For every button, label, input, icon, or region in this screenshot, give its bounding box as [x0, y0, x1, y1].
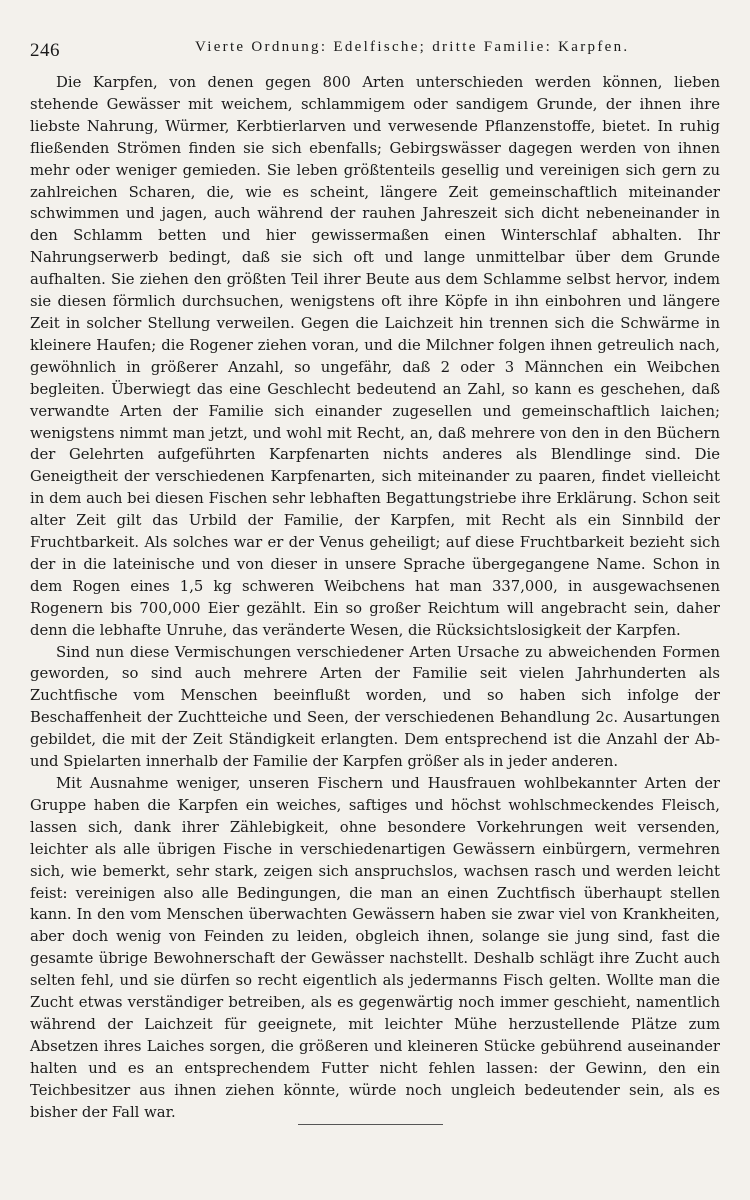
running-head: Vierte Ordnung: Edelfische; dritte Familie: Karpfen. [195, 39, 630, 55]
paragraph-2: Sind nun diese Vermischungen verschiedener Arten Ursache zu abweichenden Formen geworden, so sind auch mehrere Arten der Familie seit vielen Jahrhunderten als Zuchtfische vom Menschen beeinflußt worden, und so haben sich infolge der Beschaffenheit der Zuchtteiche und Seen, der verschiedenen Behandlung 2c. Ausartungen gebildet, die mit der Zeit Ständigkeit erlangten. Dem entsprechend ist die Anzahl der Ab- und Spielarten innerhalb der Familie der Karpfen größer als in jeder anderen. [30, 643, 720, 771]
body-text [30, 72, 720, 1124]
paragraph-3: Mit Ausnahme weniger, unseren Fischern und Hausfrauen wohlbekannter Arten der Gruppe haben die Karpfen ein weiches, saftiges und höchst wohlschmeckendes Fleisch, lassen sich, dank ihrer Zählebigkeit, ohne besondere Vorkehrungen weit versenden, leichter als alle übrigen Fische in verschiedenartigen Gewässern einbürgern, vermehren sich, wie bemerkt, sehr stark, zeigen sich anspruchslos, wachsen rasch und werden leicht feist: vereinigen also alle Bedingungen, die man an einen Zuchtfisch überhaupt stellen kann. In den vom Menschen überwachten Gewässern haben sie zwar viel von Krankheiten, aber doch wenig von Feinden zu leiden, obgleich ihnen, solange sie jung sind, fast die gesamte übrige Bewohnerschaft der Gewässer nachstellt. Deshalb schlägt ihre Zucht auch selten fehl, und sie dürfen so recht eigentlich als jedermanns Fisch gelten. Wollte man die Zucht etwas verständiger betreiben, als es gegenwärtig noch immer geschieht, namentlich während der Laichzeit für geeignete, mit leichter Mühe herzustellende Plätze zum Absetzen ihres Laiches sorgen, die größeren und kleineren Stücke gebührend auseinander halten und es an entsprechendem Futter nicht fehlen lassen: der Gewinn, den ein Teichbesitzer aus ihnen ziehen könnte, würde noch ungleich bedeutender sein, als es bisher der Fall war. [30, 775, 720, 1121]
section-end-rule [298, 1124, 443, 1125]
paragraph-1: Die Karpfen, von denen gegen 800 Arten unterschieden werden können, lieben stehende Gewässer mit weichem, schlammigem oder sandigem Grunde, der ihnen ihre liebste Nahrung, Würmer, Kerbtierlarven und verwesende Pflanzenstoffe, bietet. In ruhig fließenden Strömen finden sie sich ebenfalls; Gebirgswässer dagegen werden von ihnen mehr oder weniger gemieden. Sie leben größtenteils gesellig und vereinigen sich gern zu zahlreichen Scharen, die, wie es scheint, längere Zeit gemeinschaftlich miteinander schwimmen und jagen, auch während der rauhen Jahreszeit sich dicht nebeneinander in den Schlamm betten und hier gewissermaßen einen Winterschlaf abhalten. Ihr Nahrungserwerb bedingt, daß sie sich oft und lange unmittelbar über dem Grunde aufhalten. Sie ziehen den größten Teil ihrer Beute aus dem Schlamme selbst hervor, indem sie diesen förmlich durchsuchen, wenigstens oft ihre Köpfe in ihn einbohren und längere Zeit in solcher Stellung verweilen. Gegen die Laichzeit hin trennen sich die Schwärme in kleinere Haufen; die Rogener ziehen voran, und die Milchner folgen ihnen getreulich nach, gewöhnlich in größerer Anzahl, so ungefähr, daß 2 oder 3 Männchen ein Weibchen begleiten. Überwiegt das eine Geschlecht bedeutend an Zahl, so kann es geschehen, daß verwandte Arten der Familie sich einander zugesellen und gemeinschaftlich laichen; wenigstens nimmt man jetzt, und wohl mit Recht, an, daß mehrere von den in den Büchern der Gelehrten aufgeführten Karpfenarten nichts anderes als Blendlinge sind. Die Geneigtheit der verschiedenen Karpfenarten, sich miteinander zu paaren, findet vielleicht in dem auch bei diesen Fischen sehr lebhaften Begattungstriebe ihre Erklärung. Schon seit alter Zeit gilt das Urbild der Familie, der Karpfen, mit Recht als ein Sinnbild der Fruchtbarkeit. Als solches war er der Venus geheiligt; auf diese Fruchtbarkeit bezieht sich der in die lateinische und von dieser in unsere Sprache übergegangene Name. Schon in dem Rogen eines 1,5 kg schweren Weibchens hat man 337,000, in ausgewachsenen Rogenern bis 700,000 Eier gezählt. Ein so großer Reichtum will angebracht sein, daher denn die lebhafte Unruhe, das veränderte Wesen, die Rücksichtslosigkeit der Karpfen. [30, 74, 720, 639]
page-number: 246 [30, 40, 60, 61]
page-header [30, 34, 720, 60]
